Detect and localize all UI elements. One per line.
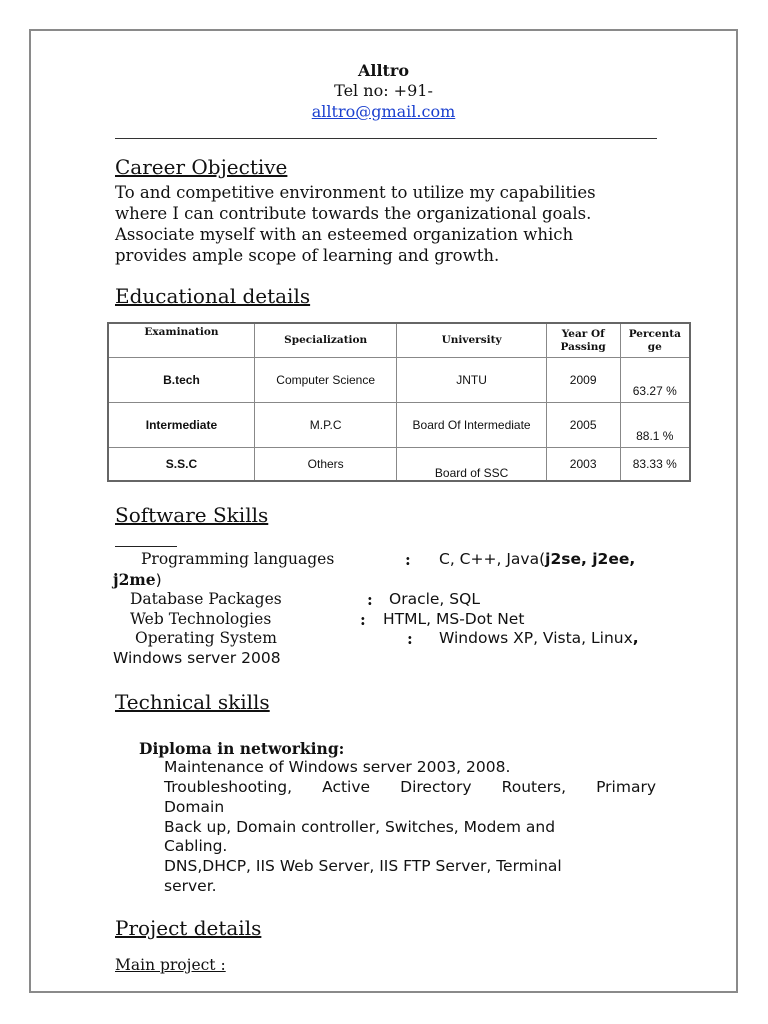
table-cell: 88.1 % xyxy=(620,403,690,448)
column-header xyxy=(620,323,690,358)
table-row xyxy=(108,403,690,448)
educational-details-heading: Educational details xyxy=(115,284,311,308)
column-header: Examination xyxy=(108,323,254,358)
web-tech-value: HTML, MS-Dot Net xyxy=(383,610,525,628)
table-header-row xyxy=(108,323,690,358)
table-cell: S.S.C xyxy=(108,448,254,482)
database-label: Database Packages xyxy=(130,590,282,608)
telephone: Tel no: +91- xyxy=(334,81,433,100)
table-cell: Board of SSC xyxy=(397,448,546,482)
tech-line: Domain xyxy=(164,798,225,816)
tech-line-justified xyxy=(164,778,656,796)
career-line: Associate myself with an esteemed organization which xyxy=(115,225,574,244)
email-link[interactable]: alltro@gmail.com xyxy=(311,102,456,121)
prog-value-text: ) xyxy=(155,571,162,589)
underline-rule xyxy=(115,546,177,547)
tech-line: Back up, Domain controller, Switches, Modem and xyxy=(164,818,556,836)
tech-word: Active xyxy=(322,778,371,796)
table-cell: Board Of Intermediate xyxy=(397,403,546,448)
table-cell: B.tech xyxy=(108,358,254,403)
column-header-text: Percentage xyxy=(628,327,681,353)
header-divider xyxy=(115,138,657,139)
table-row xyxy=(108,448,690,482)
os-label: Operating System xyxy=(135,629,277,647)
web-tech-label: Web Technologies xyxy=(130,610,272,628)
tech-word: Directory xyxy=(400,778,472,796)
main-project-subheading: Main project : xyxy=(115,956,226,974)
tech-line: server. xyxy=(164,877,217,895)
table-cell: Intermediate xyxy=(108,403,254,448)
technical-skills-heading: Technical skills xyxy=(115,690,270,714)
tech-word: Troubleshooting, xyxy=(164,778,293,796)
table-cell: 2005 xyxy=(546,403,620,448)
tech-line: Cabling. xyxy=(164,837,228,855)
os-value: Windows XP, Vista, Linux, xyxy=(439,629,639,647)
table-cell: Computer Science xyxy=(254,358,397,403)
prog-value-bold: j2me xyxy=(113,570,156,589)
diploma-subheading: Diploma in networking: xyxy=(139,739,345,758)
career-line: To and competitive environment to utilize my capabilities xyxy=(115,183,596,202)
table-row xyxy=(108,358,690,403)
colon: : xyxy=(360,610,366,629)
table-cell: 2009 xyxy=(546,358,620,403)
table-cell: 63.27 % xyxy=(620,358,690,403)
prog-languages-value-cont xyxy=(113,570,162,589)
table-cell: JNTU xyxy=(397,358,546,403)
table-cell: Others xyxy=(254,448,397,482)
resume-page xyxy=(29,29,738,993)
column-header: University xyxy=(397,323,546,358)
tech-line: Maintenance of Windows server 2003, 2008. xyxy=(164,758,511,776)
tech-line: DNS,DHCP, IIS Web Server, IIS FTP Server, Terminal xyxy=(164,857,562,875)
tech-word: Routers, xyxy=(501,778,567,796)
prog-value-text: C, C++, Java( xyxy=(439,550,546,568)
software-skills-heading: Software Skills xyxy=(115,503,269,527)
table-cell: 2003 xyxy=(546,448,620,482)
prog-value-bold: j2se, j2ee, xyxy=(545,550,636,568)
colon: : xyxy=(407,629,413,648)
career-objective-text xyxy=(115,182,596,266)
tech-word: Primary xyxy=(596,778,656,796)
candidate-name: Alltro xyxy=(357,61,410,80)
column-header: Specialization xyxy=(254,323,397,358)
career-objective-heading: Career Objective xyxy=(115,155,288,179)
prog-languages-value xyxy=(439,550,635,568)
database-value: Oracle, SQL xyxy=(389,590,480,608)
project-details-heading: Project details xyxy=(115,916,262,940)
colon: : xyxy=(405,550,411,569)
column-header-text: Year Of Passing xyxy=(560,327,606,353)
os-value-text: Windows XP, Vista, Linux xyxy=(439,629,633,647)
career-line: provides ample scope of learning and growth. xyxy=(115,246,500,265)
career-line: where I can contribute towards the organizational goals. xyxy=(115,204,592,223)
education-table xyxy=(107,322,691,482)
table-cell: 83.33 % xyxy=(620,448,690,482)
table-cell: M.P.C xyxy=(254,403,397,448)
column-header xyxy=(546,323,620,358)
colon: : xyxy=(367,590,373,609)
prog-languages-label: Programming languages xyxy=(141,550,335,568)
os-value-cont: Windows server 2008 xyxy=(113,649,281,667)
